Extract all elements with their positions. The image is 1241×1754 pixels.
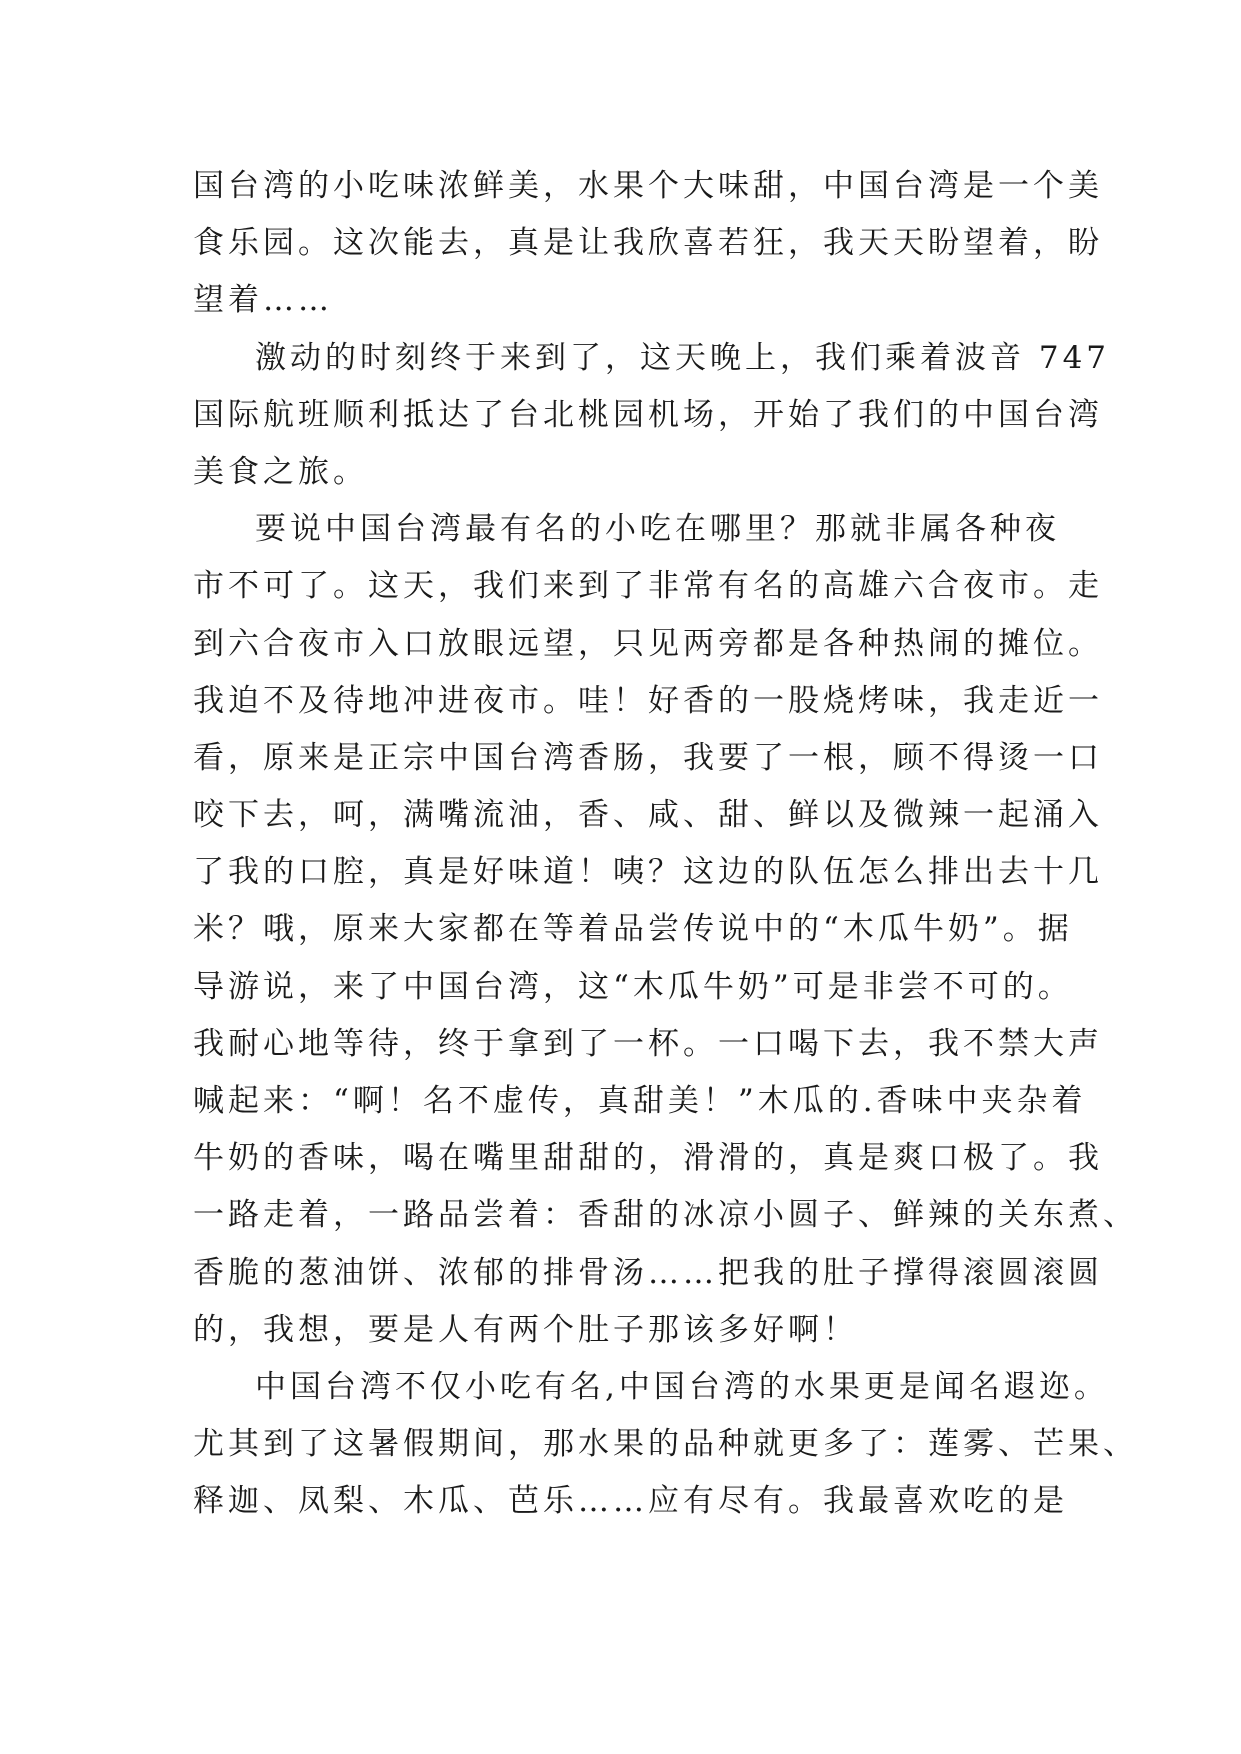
text-line: 米？哦，原来大家都在等着品尝传说中的“木瓜牛奶”。据 bbox=[193, 911, 1073, 948]
text-line: 看，原来是正宗中国台湾香肠，我要了一根，顾不得烫一口 bbox=[193, 739, 1103, 776]
paragraph-start-line: 要说中国台湾最有名的小吃在哪里？那就非属各种夜 bbox=[255, 511, 1060, 548]
text-line: 喊起来：“啊！名不虚传，真甜美！”木瓜的.香味中夹杂着 bbox=[193, 1083, 1087, 1119]
text-line: 食乐园。这次能去，真是让我欣喜若狂，我天天盼望着，盼 bbox=[193, 225, 1103, 262]
text-line: 我耐心地等待，终于拿到了一杯。一口喝下去，我不禁大声 bbox=[193, 1025, 1103, 1062]
text-line: 一路走着，一路品尝着：香甜的冰凉小圆子、鲜辣的关东煮、 bbox=[193, 1197, 1138, 1234]
text-line: 市不可了。这天，我们来到了非常有名的高雄六合夜市。走 bbox=[193, 568, 1103, 605]
text-line: 释迦、凤梨、木瓜、芭乐……应有尽有。我最喜欢吃的是 bbox=[193, 1483, 1068, 1520]
text-line: 国际航班顺利抵达了台北桃园机场，开始了我们的中国台湾 bbox=[193, 396, 1103, 433]
paragraph-start-line: 中国台湾不仅小吃有名,中国台湾的水果更是闻名遐迩。 bbox=[255, 1368, 1109, 1405]
text-line: 咬下去，呵，满嘴流油，香、咸、甜、鲜以及微辣一起涌入 bbox=[193, 797, 1103, 834]
body-text bbox=[193, 158, 1138, 1531]
text-line: 牛奶的香味，喝在嘴里甜甜的，滑滑的，真是爽口极了。我 bbox=[193, 1140, 1103, 1177]
text-line: 国台湾的小吃味浓鲜美，水果个大味甜，中国台湾是一个美 bbox=[193, 168, 1103, 204]
paragraph-start-line: 激动的时刻终于来到了，这天晚上，我们乘着波音 747 bbox=[255, 339, 1111, 376]
text-line: 香脆的葱油饼、浓郁的排骨汤……把我的肚子撑得滚圆滚圆 bbox=[193, 1254, 1103, 1291]
text-line: 的，我想，要是人有两个肚子那该多好啊！ bbox=[193, 1311, 858, 1348]
text-line: 望着…… bbox=[193, 282, 333, 319]
text-line: 导游说，来了中国台湾，这“木瓜牛奶”可是非尝不可的。 bbox=[193, 968, 1073, 1005]
text-line: 尤其到了这暑假期间，那水果的品种就更多了：莲雾、芒果、 bbox=[193, 1426, 1138, 1463]
text-line: 美食之旅。 bbox=[193, 453, 368, 490]
text-line: 了我的口腔，真是好味道！咦？这边的队伍怎么排出去十几 bbox=[193, 854, 1103, 891]
text-line: 到六合夜市入口放眼远望，只见两旁都是各种热闹的摊位。 bbox=[193, 625, 1103, 662]
text-line: 我迫不及待地冲进夜市。哇！好香的一股烧烤味，我走近一 bbox=[193, 682, 1103, 719]
